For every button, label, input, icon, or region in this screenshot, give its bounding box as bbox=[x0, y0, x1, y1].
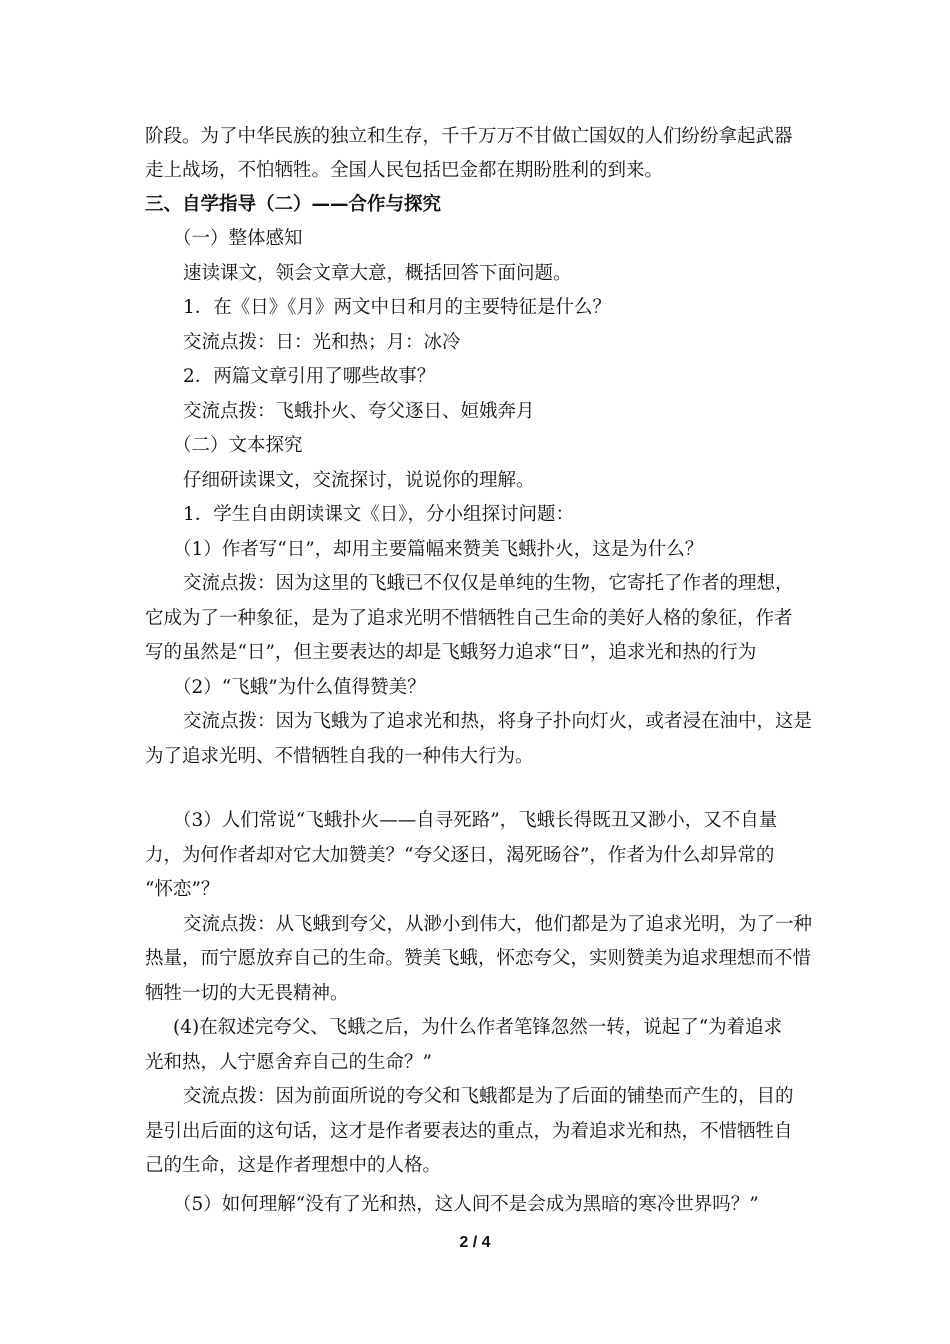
answer-line: 交流点拨：飞蛾扑火、夸父逐日、姮娥奔月 bbox=[183, 401, 535, 422]
paragraph-line: 阶段。为了中华民族的独立和生存，千千万万不甘做亡国奴的人们纷纷拿起武器 bbox=[145, 126, 793, 147]
answer-line: 交流点拨：从飞蛾到夸父，从渺小到伟大，他们都是为了追求光明，为了一种 bbox=[183, 914, 813, 935]
question-line: 1．学生自由朗读课文《日》，分小组探讨问题： bbox=[183, 504, 575, 525]
answer-line: 牺牲一切的大无畏精神。 bbox=[145, 983, 349, 1004]
paragraph-line: 走上战场，不怕牺牲。全国人民包括巴金都在期盼胜利的到来。 bbox=[145, 160, 664, 181]
question-line: （5）如何理解“没有了光和热，这人间不是会成为黑暗的寒冷世界吗？” bbox=[173, 1194, 759, 1215]
paragraph-line: 仔细研读课文，交流探讨，说说你的理解。 bbox=[183, 470, 535, 491]
question-line: 1．在《日》《月》两文中日和月的主要特征是什么？ bbox=[183, 297, 612, 318]
answer-line: 交流点拨：日：光和热；月：冰冷 bbox=[183, 332, 461, 353]
answer-line: 为了追求光明、不惜牺牲自我的一种伟大行为。 bbox=[145, 746, 534, 767]
answer-line: 交流点拨：因为飞蛾为了追求光和热，将身子扑向灯火，或者浸在油中，这是 bbox=[183, 711, 813, 732]
answer-line: 写的虽然是“日”，但主要表达的却是飞蛾努力追求“日”，追求光和热的行为 bbox=[145, 642, 757, 663]
question-line: 2．两篇文章引用了哪些故事？ bbox=[183, 366, 436, 387]
answer-line: 是引出后面的这句话，这才是作者要表达的重点，为着追求光和热，不惜牺牲自 bbox=[145, 1121, 793, 1142]
question-line: （1）作者写“日”，却用主要篇幅来赞美飞蛾扑火，这是为什么？ bbox=[173, 539, 704, 560]
question-line: 光和热，人宁愿舍弃自己的生命？” bbox=[145, 1052, 432, 1073]
subsection-heading: （二）文本探究 bbox=[173, 435, 303, 456]
paragraph-line: 速读课文，领会文章大意，概括回答下面问题。 bbox=[183, 263, 572, 284]
answer-line: 热量，而宁愿放弃自己的生命。赞美飞蛾，怀恋夸父，实则赞美为追求理想而不惜 bbox=[145, 948, 812, 969]
question-line: （3）人们常说“飞蛾扑火——自寻死路”，飞蛾长得既丑又渺小，又不自量 bbox=[173, 810, 778, 831]
page-number: 2 / 4 bbox=[459, 1234, 491, 1251]
answer-line: 己的生命，这是作者理想中的人格。 bbox=[145, 1155, 442, 1176]
question-line: 力，为何作者却对它大加赞美？“夸父逐日，渴死旸谷”，作者为什么却异常的 bbox=[145, 845, 775, 866]
question-line: (4)在叙述完夸父、飞蛾之后，为什么作者笔锋忽然一转，说起了“为着追求 bbox=[173, 1017, 783, 1038]
question-line: （2）“飞蛾”为什么值得赞美？ bbox=[173, 677, 426, 698]
answer-line: 交流点拨：因为前面所说的夸父和飞蛾都是为了后面的铺垫而产生的，目的 bbox=[183, 1086, 794, 1107]
section-heading: 三、自学指导（二）——合作与探究 bbox=[145, 194, 442, 215]
question-line: “怀恋”？ bbox=[145, 879, 220, 900]
subsection-heading: （一）整体感知 bbox=[173, 228, 303, 249]
answer-line: 交流点拨：因为这里的飞蛾已不仅仅是单纯的生物，它寄托了作者的理想， bbox=[183, 573, 794, 594]
answer-line: 它成为了一种象征，是为了追求光明不惜牺牲自己生命的美好人格的象征，作者 bbox=[145, 608, 793, 629]
